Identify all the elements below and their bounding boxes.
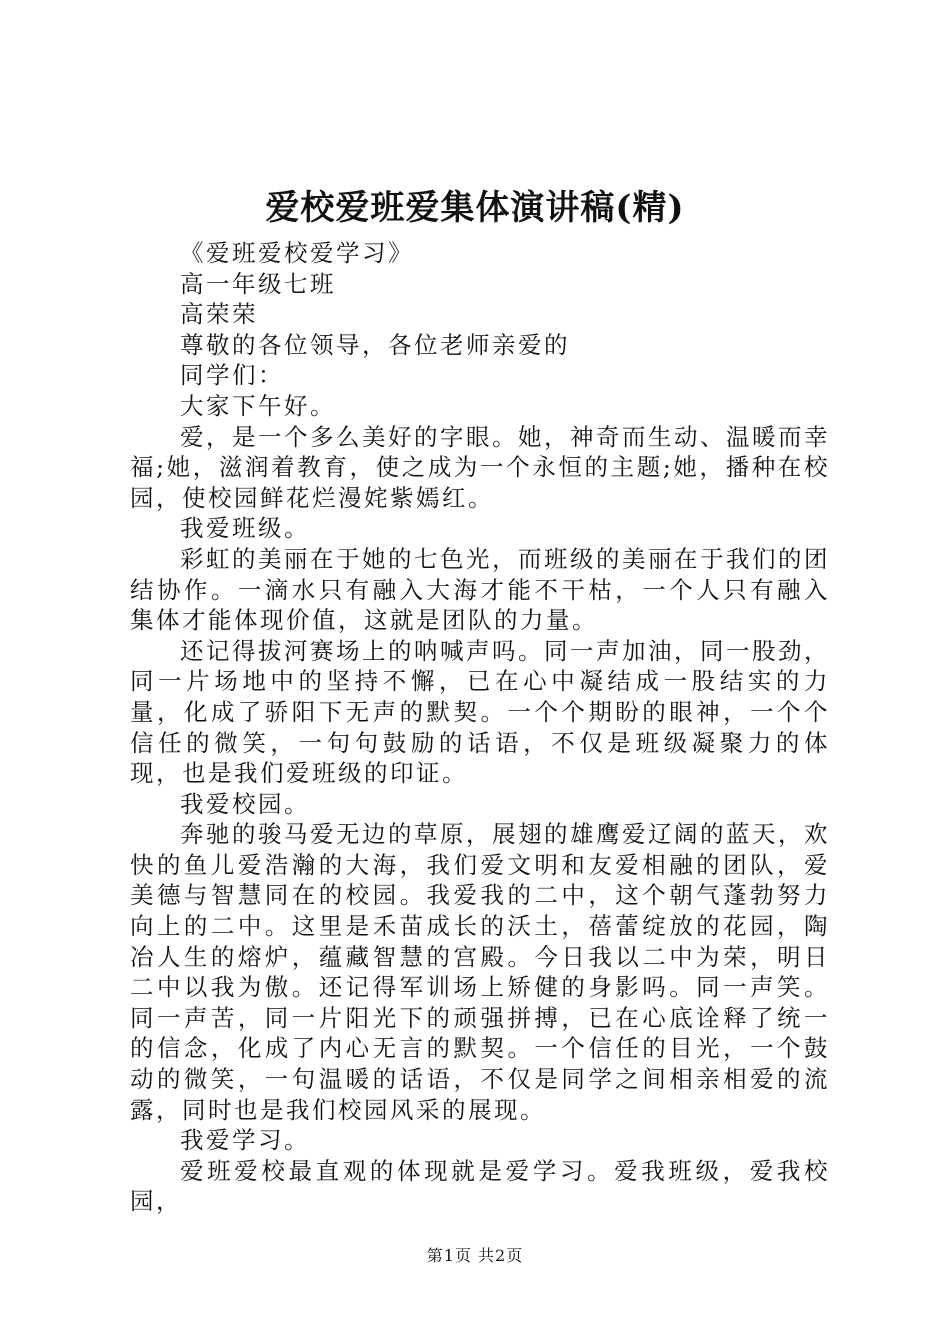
document-title: 爱校爱班爱集体演讲稿(精): [265, 188, 685, 228]
paragraph: 我爱班级。: [180, 514, 310, 543]
paragraph: 彩虹的美丽在于她的七色光，而班级的美丽在于我们的团结协作。一滴水只有融入大海才能不干枯，一个人只有融入集体才能体现价值，这就是团队的力量。: [130, 544, 830, 635]
paragraph: 奔驰的骏马爱无边的草原，展翅的雄鹰爱辽阔的蓝天，欢快的鱼儿爱浩瀚的大海，我们爱文明和友爱相融的团队，爱美德与智慧同在的校园。我爱我的二中，这个朝气蓬勃努力向上的二中。这里是禾苗成长的沃土，蓓蕾绽放的花园，陶冶人生的熔炉，蕴藏智慧的宫殿。今日我以二中为荣，明日二中以我为傲。还记得军训场上矫健的身影吗。同一声笑。同一声苦，同一片阳光下的顽强拼搏，已在心底诠释了统一的信念，化成了内心无言的默契。一个信任的目光，一个鼓动的微笑，一句温暖的话语，不仅是同学之间相亲相爱的流露，同时也是我们校园风采的展现。: [130, 820, 830, 1124]
paragraph: 高一年级七班: [180, 269, 336, 298]
paragraph: 大家下午好。: [180, 391, 336, 420]
paragraph: 我爱校园。: [180, 789, 310, 818]
paragraph: 爱班爱校最直观的体现就是爱学习。爱我班级，爱我校园，: [130, 1156, 830, 1216]
paragraph: 高荣荣: [180, 300, 258, 329]
paragraph: 尊敬的各位领导，各位老师亲爱的: [180, 330, 570, 359]
document-body: [130, 238, 830, 1217]
paragraph: 我爱学习。: [180, 1126, 310, 1155]
page-number-footer: 第1页 共2页: [426, 1246, 524, 1265]
paragraph: 同学们：: [180, 361, 284, 390]
paragraph: 还记得拔河赛场上的呐喊声吗。同一声加油，同一股劲，同一片场地中的坚持不懈，已在心中凝结成一股结实的力量，化成了骄阳下无声的默契。一个个期盼的眼神，一个个信任的微笑，一句句鼓励的话语，不仅是班级凝聚力的体现，也是我们爱班级的印证。: [130, 636, 830, 788]
paragraph: 爱，是一个多么美好的字眼。她，神奇而生动、温暖而幸福;她，滋润着教育，使之成为一个永恒的主题;她，播种在校园，使校园鲜花烂漫姹紫嫣红。: [130, 422, 830, 512]
paragraph: 《爱班爱校爱学习》: [180, 239, 414, 267]
